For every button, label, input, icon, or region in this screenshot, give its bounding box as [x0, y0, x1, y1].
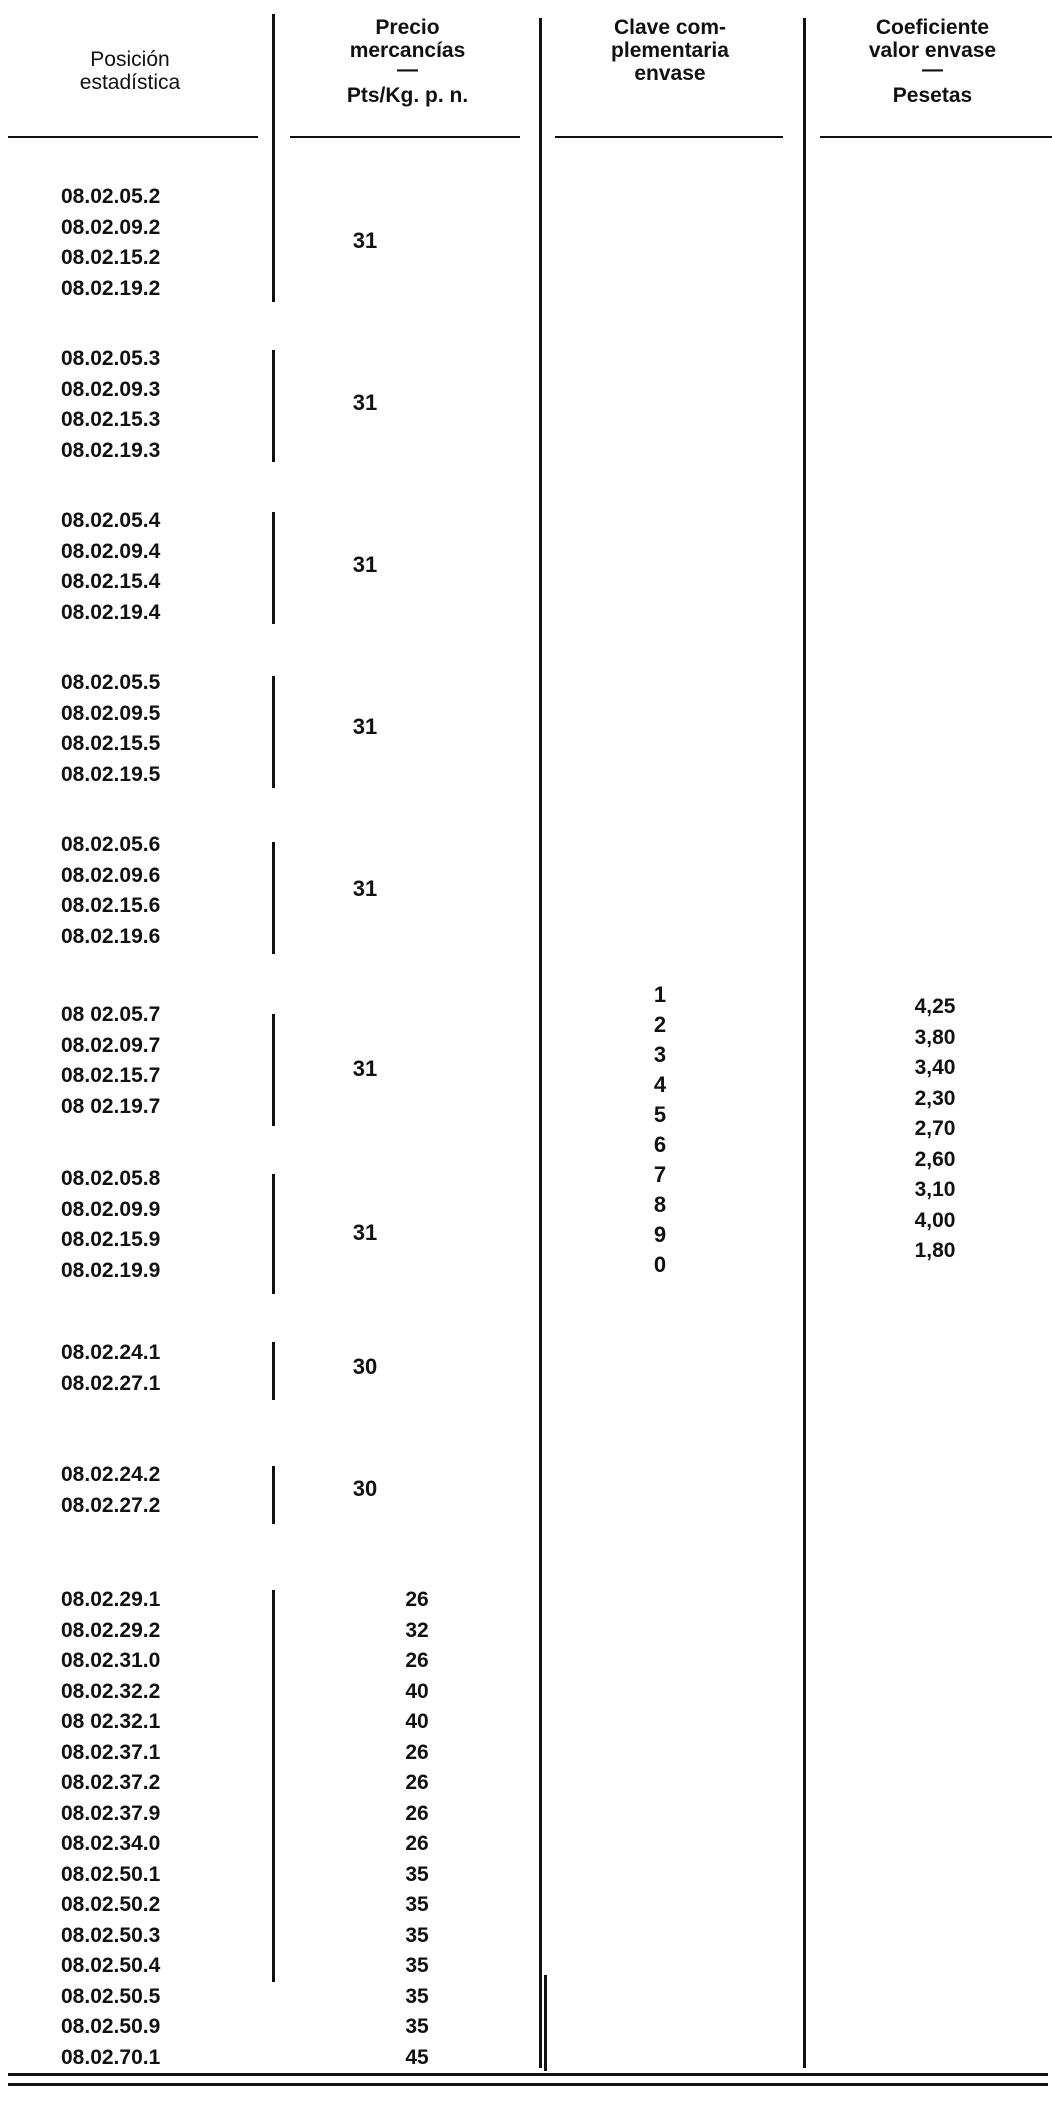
- price-value: 35: [405, 1954, 429, 1977]
- position-code: 08.02.37.2: [61, 1771, 161, 1794]
- header-precio: [285, 16, 530, 107]
- group-price: 31: [352, 876, 378, 901]
- position-list: [61, 344, 160, 466]
- clave-value: 0: [653, 1252, 667, 1277]
- group-bracket: [272, 132, 275, 302]
- clave-value: 7: [653, 1162, 667, 1187]
- column-divider-2: [539, 18, 542, 2068]
- mixed-bracket: [272, 1590, 275, 1982]
- position-code: 08.02.50.2: [61, 1893, 161, 1916]
- header-precio-units: Pts/Kg. p. n.: [346, 84, 469, 107]
- group-price: 31: [352, 1056, 378, 1081]
- price-value: 35: [405, 2015, 429, 2038]
- bottom-rule-2: [8, 2083, 1048, 2086]
- position-code: 08.02.50.4: [61, 1954, 161, 1977]
- header-clave-line2: plementaria: [611, 39, 729, 62]
- position-code: 08.02.05.6: [61, 833, 161, 856]
- bottom-rule-1: [8, 2073, 1048, 2076]
- position-code: 08.02.34.0: [61, 1832, 161, 1855]
- price-value: 35: [405, 1862, 429, 1886]
- position-code: 08.02.15.6: [61, 894, 161, 917]
- position-code: 08 02.05.7: [61, 1003, 161, 1026]
- position-code: 08.02.27.2: [61, 1493, 161, 1517]
- group-bracket: [272, 676, 275, 788]
- position-code: 08.02.50.3: [61, 1923, 161, 1947]
- position-code: 08.02.15.9: [61, 1228, 161, 1251]
- clave-value: 8: [653, 1192, 667, 1217]
- group-price: 31: [352, 390, 378, 415]
- price-value: 45: [405, 2045, 429, 2069]
- group-bracket: [272, 1014, 275, 1126]
- group-price: 31: [352, 1220, 378, 1245]
- position-code: 08.02.32.2: [61, 1679, 161, 1703]
- price-value: 26: [405, 1588, 429, 1611]
- header-precio-dash: —: [397, 58, 418, 81]
- position-code: 08.02.09.5: [61, 701, 161, 725]
- position-code: 08 02.19.7: [61, 1094, 161, 1118]
- price-value: 32: [405, 1618, 429, 1642]
- position-code: 08.02.05.4: [61, 509, 161, 532]
- clave-value: 5: [653, 1102, 667, 1127]
- clave-value: 3: [653, 1042, 667, 1067]
- group-bracket: [272, 350, 275, 462]
- coeficiente-value: 2,70: [914, 1117, 956, 1140]
- header-coeficiente-units: Pesetas: [892, 84, 973, 107]
- position-code: 08.02.05.5: [61, 671, 161, 694]
- group-price: 31: [352, 552, 378, 577]
- position-code: 08.02.15.3: [61, 408, 161, 431]
- group-price: 31: [352, 228, 378, 253]
- position-code: 08.02.05.8: [61, 1167, 161, 1190]
- position-list: [61, 1000, 160, 1122]
- price-value: 26: [405, 1832, 429, 1855]
- position-code: 08.02.15.7: [61, 1064, 161, 1087]
- position-code: 08.02.19.3: [61, 438, 161, 462]
- position-code: 08.02.50.1: [61, 1862, 161, 1886]
- position-code: 08.02.19.9: [61, 1258, 161, 1282]
- clave-value: 4: [653, 1072, 667, 1097]
- coeficiente-value: 4,25: [914, 995, 956, 1018]
- group-price: 30: [352, 1476, 378, 1501]
- clave-list: [620, 980, 700, 1280]
- position-code: 08.02.24.2: [61, 1463, 161, 1486]
- header-precio-line1: Precio: [375, 16, 440, 39]
- mixed-price-list: [367, 1585, 467, 2073]
- column-divider-2b: [544, 1975, 547, 2071]
- position-code: 08 02.32.1: [61, 1710, 161, 1733]
- header-coeficiente: [815, 16, 1050, 107]
- header-posicion-line1: Posición: [90, 48, 170, 71]
- header-rule-4: [820, 136, 1052, 138]
- group-bracket: [272, 1466, 275, 1524]
- header-clave-line1: Clave com-: [613, 16, 727, 39]
- clave-value: 9: [653, 1222, 667, 1247]
- column-divider-1: [272, 14, 275, 136]
- group-price: 30: [352, 1354, 378, 1379]
- price-value: 26: [405, 1649, 429, 1672]
- header-posicion: [20, 48, 240, 94]
- header-posicion-line2: estadística: [79, 71, 181, 94]
- position-code: 08.02.05.2: [61, 185, 161, 208]
- position-code: 08.02.19.2: [61, 276, 161, 300]
- coeficiente-value: 3,80: [914, 1025, 956, 1049]
- position-code: 08.02.05.3: [61, 347, 161, 370]
- coeficiente-value: 2,60: [914, 1147, 956, 1171]
- position-list: [61, 1460, 160, 1521]
- position-code: 08.02.19.5: [61, 762, 161, 786]
- header-clave: [550, 16, 790, 85]
- price-value: 35: [405, 1923, 429, 1947]
- position-code: 08.02.37.1: [61, 1740, 161, 1764]
- coeficiente-list: [880, 992, 990, 1267]
- position-code: 08.02.19.6: [61, 924, 161, 948]
- position-code: 08.02.37.9: [61, 1801, 161, 1825]
- price-value: 40: [405, 1710, 429, 1733]
- position-code: 08.02.09.2: [61, 215, 161, 239]
- clave-value: 6: [653, 1132, 667, 1157]
- position-code: 08.02.15.2: [61, 246, 161, 269]
- position-code: 08.02.09.4: [61, 539, 161, 563]
- position-code: 08.02.15.5: [61, 732, 161, 755]
- position-code: 08.02.31.0: [61, 1649, 161, 1672]
- group-bracket: [272, 1342, 275, 1400]
- position-code: 08.02.09.9: [61, 1197, 161, 1221]
- price-value: 26: [405, 1801, 429, 1825]
- price-value: 40: [405, 1679, 429, 1703]
- price-value: 35: [405, 1984, 429, 2008]
- position-list: [61, 506, 160, 628]
- position-code: 08.02.29.1: [61, 1588, 161, 1611]
- position-code: 08.02.70.1: [61, 2045, 161, 2069]
- position-code: 08.02.50.5: [61, 1984, 161, 2008]
- position-list: [61, 182, 160, 304]
- clave-value: 2: [653, 1012, 667, 1037]
- position-code: 08.02.19.4: [61, 600, 161, 624]
- header-rule-2: [290, 136, 520, 138]
- position-list: [61, 1164, 160, 1286]
- group-bracket: [272, 842, 275, 954]
- header-coeficiente-line1: Coeficiente: [875, 16, 990, 39]
- header-precio-line2: mercancías: [349, 39, 466, 62]
- group-price: 31: [352, 714, 378, 739]
- position-code: 08.02.50.9: [61, 2015, 161, 2038]
- position-code: 08.02.29.2: [61, 1618, 161, 1642]
- position-list: [61, 830, 160, 952]
- position-code: 08.02.24.1: [61, 1341, 161, 1364]
- header-coeficiente-dash: —: [922, 58, 943, 81]
- position-list: [61, 668, 160, 790]
- position-code: 08.02.09.3: [61, 377, 161, 401]
- position-list: [61, 1338, 160, 1399]
- position-code: 08.02.09.7: [61, 1033, 161, 1057]
- clave-value: 1: [653, 982, 667, 1007]
- column-divider-3: [803, 18, 806, 2068]
- group-bracket: [272, 1174, 275, 1294]
- coeficiente-value: 3,10: [914, 1178, 956, 1201]
- header-coeficiente-line2: valor envase: [868, 39, 997, 62]
- price-value: 26: [405, 1740, 429, 1764]
- coeficiente-value: 1,80: [914, 1239, 956, 1262]
- position-code: 08.02.27.1: [61, 1371, 161, 1395]
- header-rule-1: [8, 136, 258, 138]
- position-code: 08.02.09.6: [61, 863, 161, 887]
- header-clave-line3: envase: [634, 62, 706, 85]
- coeficiente-value: 3,40: [914, 1056, 956, 1079]
- mixed-position-list: [61, 1585, 160, 2073]
- price-value: 35: [405, 1893, 429, 1916]
- price-value: 26: [405, 1771, 429, 1794]
- group-bracket: [272, 512, 275, 624]
- coeficiente-value: 4,00: [914, 1208, 956, 1232]
- header-rule-3: [555, 136, 783, 138]
- coeficiente-value: 2,30: [914, 1086, 956, 1110]
- position-code: 08.02.15.4: [61, 570, 161, 593]
